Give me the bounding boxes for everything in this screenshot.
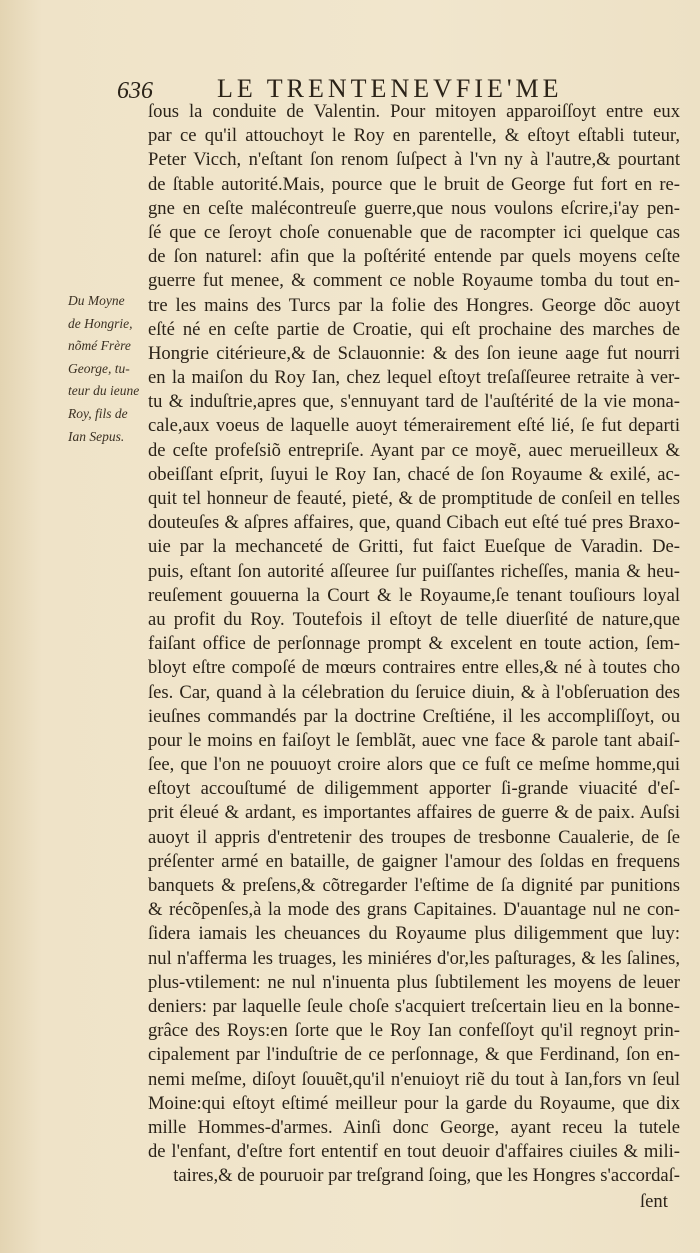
page-number: 636: [117, 78, 153, 104]
text-line: & récõpenſes,à la mode des grans Capitaines. D'auantage nul ne con-: [148, 899, 680, 921]
text-line: mille Hommes-d'armes. Ainſi donc George, ayant receu la tutele: [148, 1116, 680, 1138]
text-line: pour le moins en faiſoyt le ſemblãt, auec vne face & parole tant abaiſ-: [148, 729, 680, 751]
text-line: en la maiſon du Roy Ian, chez lequel eſtoyt treſaſſeuree retraite à ver-: [148, 367, 680, 389]
text-line: Moine:qui eſtoyt eſtimé meilleur pour la garde du Royaume, que dix: [148, 1092, 680, 1114]
text-line: puis, eſtant ſon autorité aſſeuree ſur puiſſantes richeſſes, mania & heu-: [148, 560, 680, 582]
text-line: guerre fut menee, & comment ce noble Royaume tomba du tout en-: [148, 270, 680, 292]
running-title: LE TRENTENEVFIE'ME: [217, 74, 563, 103]
text-line: de ſon naturel: afin que la poſtérité entende par quels moyens ceſte: [148, 246, 680, 268]
body-text: [148, 100, 680, 1188]
marginal-note-line: Roy, fils de: [68, 405, 128, 421]
marginal-note-line: Ian Sepus.: [68, 428, 125, 444]
text-line: grâce des Roys:en ſorte que le Roy Ian confeſſoyt qu'il regnoyt prin-: [148, 1020, 680, 1042]
text-line: ieuſnes commandés par la doctrine Creſtiéne, il les accompliſſoyt, ou: [148, 705, 680, 727]
text-line: prit éleué & ardant, es importantes affaires de guerre & de paix. Auſsi: [148, 802, 680, 824]
marginal-note-line: George, tu-: [68, 360, 130, 376]
text-line: uie par la mechanceté de Gritti, fut faict Eueſque de Varadin. De-: [148, 536, 680, 558]
text-line: cale,aux voeus de laquelle auoyt témerairement eſté lié, ſe fut departi: [148, 415, 680, 437]
text-line: banquets & preſens,& cõtregarder l'eſtime de ſa dignité par punitions: [148, 875, 680, 896]
text-line: reuſement gouuerna la Court & le Royaume,ſe tenant touſiours loyal: [148, 584, 680, 606]
text-line: auoyt il appris d'entretenir des troupes de tresbonne Caualerie, de ſe: [148, 826, 680, 848]
text-line: préſenter armé en bataille, de gaigner l'amour des ſoldas en frequens: [148, 850, 680, 872]
text-line: quit tel honneur de feauté, pieté, & de promptitude de conſeil en telles: [148, 488, 680, 509]
marginal-note-line: de Hongrie,: [68, 315, 133, 331]
marginal-note-line: nõmé Frère: [68, 338, 131, 354]
text-line: de ceſte profeſsiõ entrepriſe. Ayant par ce moyẽ, auec merueilleux &: [148, 439, 680, 461]
text-line: douteuſes & aſpres affaires, que, quand Cibach eut eſté tué pres Braxo-: [148, 512, 680, 534]
text-line: deniers: par laquelle ſeule choſe s'acquiert treſcertain lieu en la bonne-: [148, 995, 680, 1017]
text-line: ſous la conduite de Valentin. Pour mitoyen apparoiſſoyt entre eux: [148, 101, 680, 122]
text-line: de l'enfant, d'eſtre fort ententif en tout deuoir d'affaires ciuiles & mili-: [148, 1141, 680, 1163]
text-line: obeiſſant eſprit, ſuyui le Roy Ian, chacé de ſon Royaume & exilé, ac-: [148, 463, 680, 485]
text-line: au profit du Roy. Toutefois il eſtoyt de telle diuerſité de nature,que: [148, 608, 680, 630]
text-line: faiſant office de perſonnage prompt & excelent en toute action, ſem-: [148, 633, 680, 655]
text-line: cipalement par l'induſtrie de ce perſonnage, & que Ferdinand, ſon en-: [148, 1044, 680, 1066]
text-line: nemi meſme, diſoyt ſouuẽt,qu'il n'enuioyt riẽ du tout à Ian,fors vn ſeul: [148, 1068, 680, 1090]
text-line: plus-vtilement: ne nul n'inuenta plus ſubtilement les moyens de leuer: [148, 971, 680, 993]
marginal-note-line: teur du ieune: [68, 383, 140, 399]
text-line: Peter Vicch, n'eſtant ſon renom ſuſpect à l'vn ny à l'autre,& pourtant: [148, 149, 680, 171]
text-line: ſes. Car, quand à la célebration du ſeruice diuin, & à l'obſeruation des: [148, 681, 680, 703]
text-line: par ce qu'il attouchoyt le Roy en parentelle, & eſtoyt eſtabli tuteur,: [148, 125, 680, 147]
text-line: tre les mains des Turcs par la folie des Hongres. George dõc auoyt: [148, 294, 680, 316]
text-line: ſee, que l'on ne pouuoyt croire alors que ce fuſt ce meſme homme,qui: [148, 754, 680, 776]
text-line: tu & induſtrie,apres que, s'ennuyant tard de l'auſtérité de la vie mona-: [148, 391, 680, 413]
text-line: bloyt eſtre compoſé de mœurs contraires entre elles,& né à toutes cho: [148, 657, 680, 679]
text-line: de ſtable autorité.Mais, pource que le bruit de George fut fort en re-: [148, 173, 680, 195]
text-line: eſtoyt accouſtumé de diligemment apporter ſi-grande viuacité d'eſ-: [148, 778, 680, 800]
text-line: ſé que ce ſeroyt choſe conuenable que de racompter ici quelque cas: [148, 221, 680, 243]
text-line: taires,& de pouruoir par treſgrand ſoing, que les Hongres s'accordaſ-: [173, 1165, 680, 1187]
marginal-note-line: Du Moyne: [68, 293, 125, 308]
catchword: ſent: [640, 1191, 668, 1212]
text-line: ſidera iamais les cheuances du Royaume plus diligemment que luy:: [148, 923, 680, 945]
text-line: nul n'afferma les truages, les miniéres d'or,les paſturages, & les ſalines,: [148, 947, 680, 969]
text-line: eſté né en ceſte partie de Croatie, qui eſt prochaine des marches de: [148, 318, 680, 340]
marginal-note: [68, 290, 148, 448]
text-line: Hongrie citérieure,& de Sclauonnie: & des ſon ieune aage fut nourri: [148, 342, 680, 364]
text-line: gne en ceſte malécontreuſe guerre,que nous voulons eſcrire,i'ay pen-: [148, 197, 680, 219]
